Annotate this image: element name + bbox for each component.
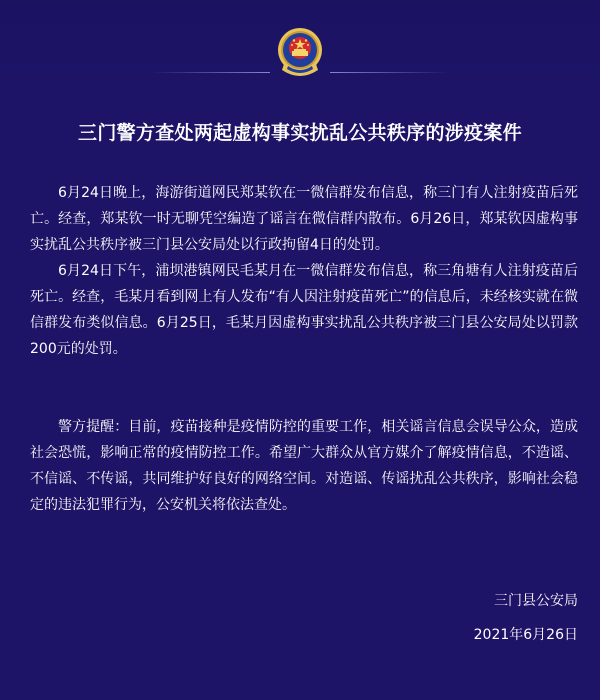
page-title: 三门警方查处两起虚构事实扰乱公共秩序的涉疫案件 bbox=[78, 122, 522, 144]
police-emblem-icon bbox=[274, 26, 326, 84]
header-divider-right bbox=[330, 72, 450, 73]
article-paragraph: 6月24日晚上，海游街道网民郑某钦在一微信群发布信息，称三门有人注射疫苗后死亡。经查，郑某钦一时无聊凭空编造了谣言在微信群内散布。6月26日，郑某钦因虚构事实扰乱公共秩序被三门县公安局处以行政拘留4日的处罚。 bbox=[30, 185, 578, 253]
signature-date: 2021年6月26日 bbox=[473, 627, 578, 643]
header-divider-left bbox=[150, 72, 270, 73]
article-paragraph: 警方提醒：目前，疫苗接种是疫情防控的重要工作，相关谣言信息会误导公众，造成社会恐慌，影响正常的疫情防控工作。希望广大群众从官方媒介了解疫情信息，不造谣、不信谣、不传谣，共同维护好良好的网络空间。对造谣、传谣扰乱公共秩序，影响社会稳定的违法犯罪行为，公安机关将依法查处。 bbox=[30, 419, 578, 513]
article-paragraph: 6月24日下午，浦坝港镇网民毛某月在一微信群发布信息，称三角塘有人注射疫苗后死亡。经查，毛某月看到网上有人发布“有人因注射疫苗死亡”的信息后，未经核实就在微信群发布类似信息。6月25日，毛某月因虚构事实扰乱公共秩序被三门县公安局处以罚款200元的处罚。 bbox=[30, 263, 578, 357]
signature-organization: 三门县公安局 bbox=[494, 593, 578, 609]
